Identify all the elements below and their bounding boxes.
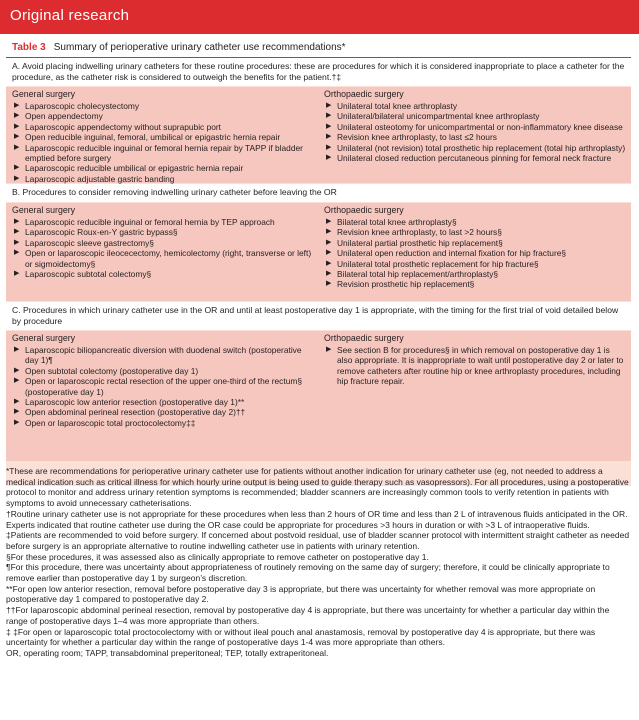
bullet-triangle-icon: ▶ <box>14 228 20 236</box>
bullet-triangle-icon: ▶ <box>326 218 332 225</box>
footnote: ¶For this procedure, there was uncertainty about appropriateness of routinely removing on the same day of surgery; therefore, it could be clinically appropriate to remove earlier than postoperative day 1 by surgeon’s discretion. <box>6 562 610 584</box>
procedure-item <box>12 366 308 376</box>
section-b-orthopaedic <box>324 205 626 290</box>
footnote: ‡Patients are recommended to void before surgery. If concerned about postvoid residual, use of bladder scanner protocol with intermittent straight catheter as needed before surgery is an appropriate alternative to routine indwelling catheter use in patients with urinary retention. <box>6 530 630 551</box>
procedure-list <box>324 345 626 387</box>
bullet-triangle-icon: ▶ <box>326 102 332 109</box>
bullet-triangle-icon: ▶ <box>326 133 332 141</box>
bullet-triangle-icon: ▶ <box>326 228 332 236</box>
procedure-text: Open or laparoscopic total proctocolectomy‡‡ <box>25 417 196 428</box>
procedure-item <box>324 259 626 269</box>
footnote: **For open low anterior resection, removal before postoperative day 3 is appropriate, but there was uncertainty for whether removal was more appropriate on postoperative day 1 compared to postoperative day 2. <box>6 583 596 605</box>
section-a-orthopaedic <box>324 89 626 163</box>
bullet-triangle-icon: ▶ <box>14 249 20 257</box>
column-title: Orthopaedic surgery <box>324 205 404 215</box>
bullet-triangle-icon: ▶ <box>14 218 20 225</box>
procedure-text: Laparoscopic low anterior resection (postoperative day 1)** <box>25 397 245 408</box>
section-b-general <box>12 205 312 279</box>
procedure-item <box>12 101 312 111</box>
procedure-text: Laparoscopic cholecystectomy <box>25 101 140 111</box>
bullet-triangle-icon: ▶ <box>14 377 20 385</box>
procedure-item <box>324 132 626 142</box>
procedure-text: Revision prosthetic hip replacement§ <box>337 279 475 290</box>
procedure-item <box>12 122 312 132</box>
procedure-text: Open subtotal colectomy (postoperative day 1) <box>25 365 199 376</box>
procedure-text: Open abdominal perineal resection (postoperative day 2)†† <box>25 407 246 418</box>
procedure-item <box>324 217 626 227</box>
footnote: *These are recommendations for perioperative urinary catheter use for patients without another indication for urinary catheter use (eg, not needed to address a medical indication such as critical illness for which hourly urine output is being used to guide therapy such as vasopressors). For all procedures, using a postoperative protocol to monitor and address urinary retention symptoms is recommended; bladder scanners are increasingly common tools to verify retention in patients with symptoms to avoid unnecessary catheterisations. <box>6 466 629 509</box>
procedure-item <box>12 345 308 366</box>
bullet-triangle-icon: ▶ <box>326 154 332 162</box>
section-a-general <box>12 89 312 184</box>
procedure-text: Open appendectomy <box>25 111 103 122</box>
procedure-item <box>324 101 626 111</box>
section-c-body <box>6 331 631 461</box>
footnote: ‡ ‡For open or laparoscopic total proctocolectomy with or without ileal pouch anal anastamosis, removal by postoperative day 4 is appropriate, but there was uncertainty for whether a particular day within the range of postoperative days 1-4 was more appropriate than others. <box>6 626 596 648</box>
procedure-text: Unilateral osteotomy for unicompartmental or non-inflammatory knee disease <box>337 121 623 132</box>
procedure-item <box>324 143 626 153</box>
procedure-text: Laparoscopic adjustable gastric banding <box>25 173 175 184</box>
procedure-item <box>12 397 308 407</box>
procedure-item <box>12 163 312 173</box>
footnote: OR, operating room; TAPP, transabdominal preperitoneal; TEP, totally extraperitoneal. <box>6 647 329 658</box>
procedure-list <box>12 345 308 428</box>
section-c-general <box>12 333 308 428</box>
procedure-item <box>12 248 312 269</box>
procedure-text: Unilateral open reduction and internal fixation for hip fracture§ <box>337 248 567 259</box>
procedure-text: Laparoscopic biliopancreatic diversion with duodenal switch (postoperative day 1)¶ <box>25 345 302 366</box>
bullet-triangle-icon: ▶ <box>14 102 20 109</box>
section-a-body <box>6 87 631 183</box>
procedure-item <box>324 279 626 289</box>
procedure-item <box>324 111 626 121</box>
footnote: §For these procedures, it was assessed also as clinically appropriate to remove catheter on postoperative day 1. <box>6 551 429 562</box>
bullet-triangle-icon: ▶ <box>14 238 20 246</box>
procedure-text: Unilateral closed reduction percutaneous pinning for femoral neck fracture <box>337 153 612 164</box>
section-c-heading <box>6 302 631 330</box>
bullet-triangle-icon: ▶ <box>326 346 332 353</box>
procedure-item <box>324 153 626 163</box>
procedure-item <box>324 269 626 279</box>
column-title: General surgery <box>12 333 76 343</box>
procedure-text: Unilateral partial prosthetic hip replacement§ <box>337 237 503 248</box>
procedure-text: Laparoscopic reducible inguinal or femoral hernia repair by TAPP if bladder emptied before surgery <box>25 142 303 164</box>
procedure-text: Bilateral total knee arthroplasty§ <box>337 217 457 227</box>
procedure-text: Laparoscopic reducible inguinal or femoral hernia by TEP approach <box>25 217 275 227</box>
procedure-text: Unilateral (not revision) total prosthetic hip replacement (total hip arthroplasty) <box>337 142 626 153</box>
procedure-item <box>12 174 312 184</box>
procedure-item <box>324 345 626 387</box>
section-b-heading-text: B. Procedures to consider removing indwelling urinary catheter before leaving the OR <box>12 187 337 197</box>
bullet-triangle-icon: ▶ <box>326 238 332 246</box>
procedure-item <box>324 238 626 248</box>
footnote: †Routine urinary catheter use is not appropriate for these procedures when less than 2 hours of OR time and less than 2 L of intravenous fluids anticipated in the OR. Experts indicated that routine catheter use during the OR case could be appropriate for procedures >3 hours in duration or with >3 L of intraoperative fluids. <box>6 508 628 530</box>
table-footnotes <box>6 466 631 659</box>
bullet-triangle-icon: ▶ <box>14 398 20 406</box>
bullet-triangle-icon: ▶ <box>326 143 332 151</box>
procedure-item <box>12 238 312 248</box>
bullet-triangle-icon: ▶ <box>326 122 332 130</box>
procedure-text: Bilateral total hip replacement/arthroplasty§ <box>337 269 499 280</box>
recommendations-table <box>6 38 631 486</box>
procedure-item <box>12 376 308 397</box>
column-title: Orthopaedic surgery <box>324 89 404 99</box>
section-banner <box>0 0 639 34</box>
procedure-text: Open reducible inguinal, femoral, umbilical or epigastric hernia repair <box>25 132 281 143</box>
bullet-triangle-icon: ▶ <box>14 133 20 141</box>
procedure-text: Unilateral total knee arthroplasty <box>337 101 458 111</box>
procedure-text: Laparoscopic subtotal colectomy§ <box>25 269 152 280</box>
section-b-heading <box>6 184 631 202</box>
procedure-text: Unilateral/bilateral unicompartmental knee arthroplasty <box>337 111 540 122</box>
bullet-triangle-icon: ▶ <box>326 249 332 257</box>
procedure-text: Open or laparoscopic ileocecectomy, hemicolectomy (right, transverse or left) or sigmoidectomy§ <box>25 248 312 269</box>
procedure-item <box>12 269 312 279</box>
bullet-triangle-icon: ▶ <box>14 366 20 374</box>
section-a-heading-text: A. Avoid placing indwelling urinary catheters for these routine procedures: these are procedures for which it is considered inappropriate to place a catheter for the procedure, as the catheter risk is considered to outweigh the benefits for the patient.†‡ <box>12 61 625 82</box>
procedure-text: Revision knee arthroplasty, to last >2 hours§ <box>337 227 502 238</box>
procedure-text: Laparoscopic appendectomy without suprapubic port <box>25 121 222 132</box>
column-title: Orthopaedic surgery <box>324 333 404 343</box>
procedure-item <box>12 143 312 164</box>
bullet-triangle-icon: ▶ <box>14 418 20 426</box>
procedure-list <box>12 101 312 184</box>
procedure-item <box>12 132 312 142</box>
bullet-triangle-icon: ▶ <box>326 112 332 120</box>
column-title: General surgery <box>12 205 76 215</box>
procedure-list <box>12 217 312 279</box>
table-label: Table 3 <box>12 42 46 53</box>
table-caption <box>6 38 631 58</box>
bullet-triangle-icon: ▶ <box>14 408 20 416</box>
procedure-text: Open or laparoscopic rectal resection of the upper one-third of the rectum§ (postoperative day 1) <box>25 376 302 397</box>
procedure-item <box>12 217 312 227</box>
section-c-orthopaedic <box>324 333 626 387</box>
bullet-triangle-icon: ▶ <box>14 346 20 353</box>
bullet-triangle-icon: ▶ <box>14 174 20 182</box>
procedure-text: Laparoscopic Roux-en-Y gastric bypass§ <box>25 227 178 238</box>
footnote: ††For laparoscopic abdominal perineal resection, removal by postoperative day 4 is appropriate, but there was uncertainty for whether a particular day within the range of postoperative days 1–4 was more appropriate than others. <box>6 605 610 626</box>
procedure-text: See section B for procedures§ in which removal on postoperative day 1 is also appropriate. It is inappropriate to wait until postoperative day 2 or later to remove catheters after routine hip or knee arthroplasty procedures, including hip fracture repair. <box>337 345 624 387</box>
procedure-item <box>324 248 626 258</box>
banner-label: Original research <box>10 7 130 24</box>
section-b-body <box>6 203 631 301</box>
procedure-item <box>12 111 312 121</box>
procedure-item <box>12 418 308 428</box>
procedure-list <box>324 217 626 290</box>
procedure-text: Revision knee arthroplasty, to last ≤2 hours <box>337 132 497 143</box>
bullet-triangle-icon: ▶ <box>14 143 20 151</box>
section-a-heading <box>6 58 631 86</box>
procedure-item <box>12 407 308 417</box>
procedure-text: Laparoscopic reducible umbilical or epigastric hernia repair <box>25 163 244 174</box>
bullet-triangle-icon: ▶ <box>14 122 20 130</box>
bullet-triangle-icon: ▶ <box>326 280 332 288</box>
bullet-triangle-icon: ▶ <box>14 270 20 278</box>
procedure-text: Unilateral total prosthetic replacement for hip fracture§ <box>337 258 539 269</box>
procedure-item <box>324 122 626 132</box>
bullet-triangle-icon: ▶ <box>14 164 20 172</box>
section-c-heading-text: C. Procedures in which urinary catheter use in the OR and until at least postoperative day 1 is appropriate, with the timing for the first trial of void detailed below by procedure <box>12 305 619 326</box>
procedure-item <box>12 227 312 237</box>
bullet-triangle-icon: ▶ <box>326 270 332 278</box>
procedure-list <box>324 101 626 163</box>
bullet-triangle-icon: ▶ <box>326 259 332 267</box>
procedure-text: Laparoscopic sleeve gastrectomy§ <box>25 237 154 248</box>
table-title: Summary of perioperative urinary catheter use recommendations* <box>53 42 346 53</box>
column-title: General surgery <box>12 89 76 99</box>
procedure-item <box>324 227 626 237</box>
bullet-triangle-icon: ▶ <box>14 112 20 120</box>
